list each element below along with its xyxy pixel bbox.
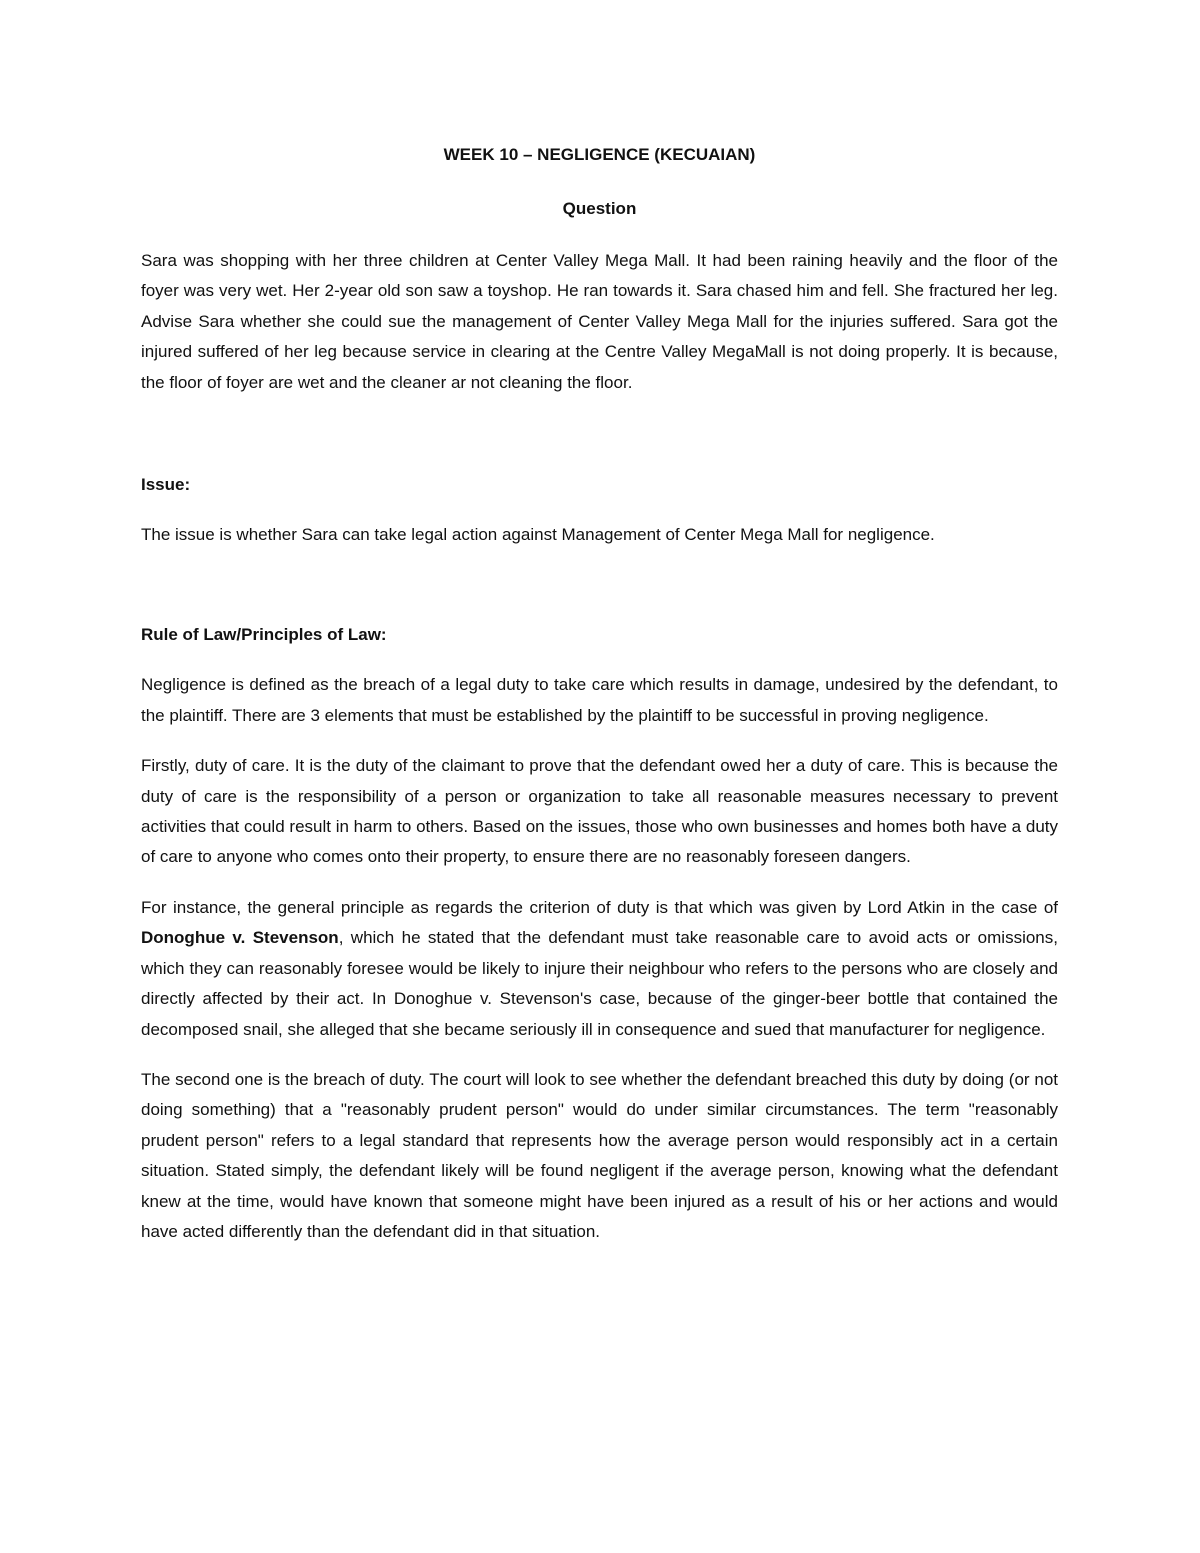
spacer xyxy=(141,570,1058,620)
question-heading: Question xyxy=(562,199,637,218)
rule-paragraph-breach-of-duty: The second one is the breach of duty. The court will look to see whether the defendant breached this duty by doing (or not doing something) that a "reasonably prudent person" would do under similar circumstances. The term "reasonably prudent person" refers to a legal standard that represents how the average person would responsibly act in a certain situation. Stated simply, the defendant likely will be found negligent if the average person, knowing what the defendant knew at the time, would have known that someone might have been injured as a result of his or her actions and would have acted differently than the defendant did in that situation. xyxy=(141,1069,1058,1241)
spacer xyxy=(141,418,1058,470)
case-name-donoghue: Donoghue v. Stevenson xyxy=(141,928,339,948)
document-page xyxy=(141,140,1058,1267)
rule-paragraph-definition: Negligence is defined as the breach of a legal duty to take care which results in damage, undesired by the defendant, to the plaintiff. There are 3 elements that must be established by the plaintiff to be successful in proving negligence. xyxy=(141,675,1058,725)
issue-heading: Issue: xyxy=(141,475,191,495)
question-paragraph: Sara was shopping with her three children at Center Valley Mega Mall. It had been raining heavily and the floor of the foyer was very wet. Her 2-year old son saw a toyshop. He ran towards it. Sara chased him and fell. She fractured her leg. Advise Sara whether she could sue the management of Center Valley Mega Mall for the injuries suffered. Sara got the injured suffered of her leg because service in clearing at the Centre Valley MegaMall is not doing properly. It is because, the floor of foyer are wet and the cleaner ar not cleaning the floor. xyxy=(141,251,1058,392)
rule-heading: Rule of Law/Principles of Law: xyxy=(141,625,387,645)
rule-paragraph-donoghue-text-b: , which he stated that the defendant must take reasonable care to avoid acts or omissions, which they can reasonably foresee would be likely to injure their neighbour who refers to the persons who are closely and directly affected by their act. In Donoghue v. Stevenson's case, because of the ginger-beer bottle that contained the decomposed snail, she alleged that she became seriously ill in consequence and sued that manufacturer for negligence. xyxy=(141,928,1058,1039)
rule-paragraph-donoghue-text-a: For instance, the general principle as regards the criterion of duty is that which was given by Lord Atkin in the case of xyxy=(141,897,1058,917)
issue-paragraph: The issue is whether Sara can take legal action against Management of Center Mega Mall for negligence. xyxy=(141,525,935,545)
document-title: WEEK 10 – NEGLIGENCE (KECUAIAN) xyxy=(443,145,756,164)
rule-paragraph-donoghue xyxy=(141,893,1058,1045)
rule-paragraph-duty-of-care: Firstly, duty of care. It is the duty of the claimant to prove that the defendant owed her a duty of care. This is because the duty of care is the responsibility of a person or organization to take all reasonable measures necessary to prevent activities that could result in harm to others. Based on the issues, those who own businesses and homes both have a duty of care to anyone who comes onto their property, to ensure there are no reasonably foreseen dangers. xyxy=(141,756,1058,867)
